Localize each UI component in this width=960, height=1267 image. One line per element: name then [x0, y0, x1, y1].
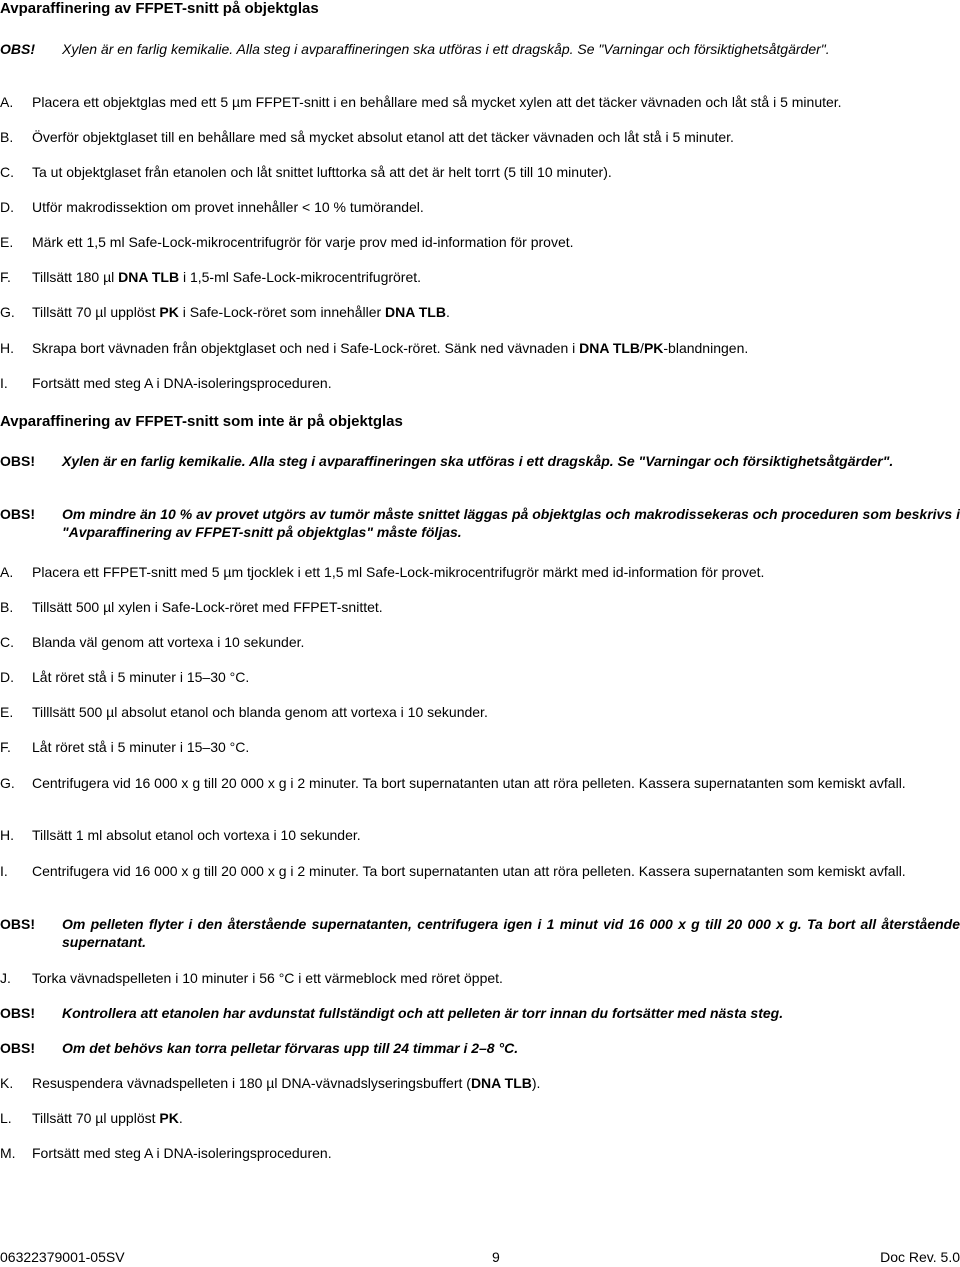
step-letter: B. — [0, 599, 14, 615]
reagent-name: PK — [159, 304, 179, 320]
note-label: OBS! — [0, 506, 35, 522]
step-letter: A. — [0, 94, 14, 110]
note-label: OBS! — [0, 916, 35, 932]
text-part: . — [445, 304, 450, 320]
step-letter: H. — [0, 827, 14, 843]
note-label: OBS! — [0, 453, 35, 469]
step-text: Blanda väl genom att vortexa i 10 sekunder. — [32, 634, 305, 650]
step-letter: G. — [0, 304, 15, 320]
step-letter: J. — [0, 970, 11, 986]
note-text: Om det behövs kan torra pelletar förvaras upp till 24 timmar i 2–8 °C. — [62, 1040, 519, 1056]
text-part: Tillsätt 70 µl upplöst — [32, 304, 160, 320]
step-text: Utför makrodissektion om provet innehåller < 10 % tumörandel. — [32, 199, 424, 215]
text-part: ). — [531, 1075, 541, 1091]
step-text: Överför objektglaset till en behållare med så mycket absolut etanol att det täcker vävnaden och låt stå i 5 minuter. — [32, 129, 734, 145]
text-part: Resuspendera vävnadspelleten i 180 µl DNA-vävnadslyseringsbuffert ( — [32, 1075, 471, 1091]
step-text: Torka vävnadspelleten i 10 minuter i 56 °C i ett värmeblock med röret öppet. — [32, 970, 503, 986]
reagent-name: DNA TLB — [385, 304, 446, 320]
text-part: Skrapa bort vävnaden från objektglaset och ned i Safe-Lock-röret. Sänk ned vävnaden i — [32, 340, 580, 356]
step-letter: D. — [0, 199, 14, 215]
step-letter: D. — [0, 669, 14, 685]
step-letter: F. — [0, 739, 11, 755]
text-part: Tillsätt 70 µl upplöst — [32, 1110, 160, 1126]
text-part: i Safe-Lock-röret som innehåller — [178, 304, 386, 320]
step-text: Fortsätt med steg A i DNA-isoleringsproceduren. — [32, 1145, 332, 1161]
step-text: Låt röret stå i 5 minuter i 15–30 °C. — [32, 669, 250, 685]
text-part: -blandningen. — [663, 340, 749, 356]
step-letter: K. — [0, 1075, 14, 1091]
footer-page-number: 9 — [492, 1249, 500, 1265]
note-text: Kontrollera att etanolen har avdunstat fullständigt och att pelleten är torr innan du fortsätter med nästa steg. — [62, 1005, 784, 1021]
step-text: Placera ett objektglas med ett 5 µm FFPET-snitt i en behållare med så mycket xylen att det täcker vävnaden och låt stå i 5 minuter. — [32, 94, 842, 110]
step-text — [32, 339, 960, 357]
step-text: Placera ett FFPET-snitt med 5 µm tjocklek i ett 1,5 ml Safe-Lock-mikrocentrifugrör märkt med id-information för provet. — [32, 564, 765, 580]
text-part: . — [178, 1110, 183, 1126]
step-letter: H. — [0, 340, 14, 356]
step-text — [32, 303, 960, 321]
note-label: OBS! — [0, 1005, 35, 1021]
step-text: Tillsätt 500 µl xylen i Safe-Lock-röret med FFPET-snittet. — [32, 599, 383, 615]
text-part: i 1,5-ml Safe-Lock-mikrocentrifugröret. — [179, 269, 422, 285]
step-text — [32, 1109, 960, 1127]
note-text: Om mindre än 10 % av provet utgörs av tumör måste snittet läggas på objektglas och makrodissekeras och proceduren som beskrivs i "Avparaffinering av FFPET-snitt på objektglas" måste följas. — [62, 506, 960, 540]
step-letter: M. — [0, 1145, 16, 1161]
step-letter: L. — [0, 1110, 12, 1126]
reagent-name: DNA TLB — [470, 1075, 532, 1091]
note-text: Om pelleten flyter i den återstående supernatanten, centrifugera igen i 1 minut vid 16 000 x g till 20 000 x g. Ta bort all återstående supernatant. — [62, 916, 960, 950]
note-label: OBS! — [0, 41, 35, 57]
step-letter: E. — [0, 234, 14, 250]
step-text: Låt röret stå i 5 minuter i 15–30 °C. — [32, 739, 250, 755]
step-text: Märk ett 1,5 ml Safe-Lock-mikrocentrifugrör för varje prov med id-information för provet. — [32, 234, 574, 250]
step-letter: I. — [0, 375, 8, 391]
reagent-name: DNA TLB — [118, 269, 180, 285]
step-letter: C. — [0, 164, 14, 180]
reagent-name: PK — [643, 340, 664, 356]
step-text: Fortsätt med steg A i DNA-isoleringsproceduren. — [32, 375, 332, 391]
step-letter: B. — [0, 129, 14, 145]
step-text — [32, 1074, 960, 1092]
step-text: Tillsätt 1 ml absolut etanol och vortexa i 10 sekunder. — [32, 827, 361, 843]
step-letter: C. — [0, 634, 14, 650]
step-text: Centrifugera vid 16 000 x g till 20 000 x g i 2 minuter. Ta bort supernatanten utan att röra pelleten. Kassera supernatanten som kemiskt avfall. — [32, 775, 906, 791]
step-letter: I. — [0, 863, 8, 879]
step-letter: A. — [0, 564, 14, 580]
text-part: / — [640, 340, 644, 356]
note-label: OBS! — [0, 1040, 35, 1056]
step-letter: F. — [0, 269, 11, 285]
step-text — [32, 268, 960, 286]
reagent-name: DNA TLB — [579, 340, 641, 356]
section2-heading: Avparaffinering av FFPET-snitt som inte är på objektglas — [0, 413, 403, 430]
text-part: Tillsätt 180 µl — [32, 269, 119, 285]
footer-revision: Doc Rev. 5.0 — [880, 1249, 960, 1265]
step-letter: G. — [0, 775, 15, 791]
reagent-name: PK — [159, 1110, 179, 1126]
step-text: Tilllsätt 500 µl absolut etanol och blanda genom att vortexa i 10 sekunder. — [32, 704, 488, 720]
footer-doc-number: 06322379001-05SV — [0, 1249, 125, 1265]
step-text: Centrifugera vid 16 000 x g till 20 000 x g i 2 minuter. Ta bort supernatanten utan att röra pelleten. Kassera supernatanten som kemiskt avfall. — [32, 863, 906, 879]
note-text: Xylen är en farlig kemikalie. Alla steg i avparaffineringen ska utföras i ett dragskåp. Se "Varningar och försiktighetsåtgärder". — [62, 41, 830, 57]
step-text: Ta ut objektglaset från etanolen och låt snittet lufttorka så att det är helt torrt (5 till 10 minuter). — [32, 164, 612, 180]
step-letter: E. — [0, 704, 14, 720]
note-text: Xylen är en farlig kemikalie. Alla steg i avparaffineringen ska utföras i ett dragskåp. Se "Varningar och försiktighetsåtgärder". — [62, 453, 894, 469]
section1-heading: Avparaffinering av FFPET-snitt på objektglas — [0, 0, 319, 17]
